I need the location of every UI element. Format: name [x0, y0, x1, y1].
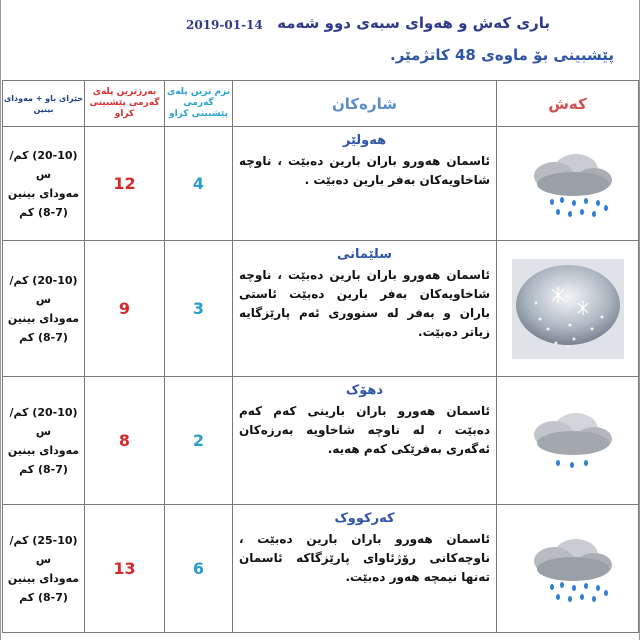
- forecast-description: ئاسمان هەورو باران بارین دەبێت ، ناوچەکانی رۆژئاوای پارێزگاکە ئاسمان تەنها نیمچە هەور دەبێت.: [239, 532, 490, 584]
- city-forecast: [233, 377, 497, 505]
- max-temp: 8: [85, 377, 165, 505]
- weather-icon-cell: [497, 241, 639, 377]
- weather-icon-cell: [497, 127, 639, 241]
- city-forecast: [233, 505, 497, 633]
- header-cities: شارەکان: [233, 81, 497, 127]
- rain-cloud-icon: [518, 146, 618, 222]
- min-temp: 3: [165, 241, 233, 377]
- weather-icon-cell: [497, 505, 639, 633]
- city-name: کەرکووک: [334, 511, 395, 526]
- max-temp: 13: [85, 505, 165, 633]
- max-temp: 12: [85, 127, 165, 241]
- min-temp: 4: [165, 127, 233, 241]
- table-row: [3, 127, 639, 241]
- city-name: هەولێر: [342, 133, 387, 148]
- page-title: [180, 14, 550, 40]
- wind-visibility: (20-10) کم/س مەودای بینین (8-7) کم: [3, 377, 85, 505]
- max-temp: 9: [85, 241, 165, 377]
- page-subtitle: پێشبینی بۆ ماوەی 48 کاتژمێر.: [390, 46, 614, 64]
- min-temp: 2: [165, 377, 233, 505]
- city-forecast: [233, 127, 497, 241]
- table-header-row: [3, 81, 639, 127]
- header-min-temp: نزم ترین پلەی گەرمی پێشبینی کراو: [165, 81, 233, 127]
- min-temp: 6: [165, 505, 233, 633]
- forecast-description: ئاسمان هەورو باران بارین دەبێت ، ناوچە شاخاویەکان بەفر بارین دەبێت ئاستی باران و بەفر لە سنووری ئەم پارێزگایە زیاتر دەبێت.: [239, 268, 490, 339]
- light-rain-cloud-icon: [518, 403, 618, 479]
- title-text: باری کەش و هەوای سبەی دوو شەمە: [277, 14, 550, 32]
- city-forecast: [233, 241, 497, 377]
- weather-icon-cell: [497, 377, 639, 505]
- wind-visibility: (20-10) کم/س مەودای بینین (8-7) کم: [3, 127, 85, 241]
- table-row: [3, 377, 639, 505]
- page-border-left: [0, 0, 1, 640]
- snow-storm-icon: [512, 259, 624, 359]
- forecast-description: ئاسمان هەورو باران بارین دەبێت ، ناوچە شاخاویەکان بەفر بارین دەبێت .: [239, 154, 490, 187]
- wind-visibility: (20-10) کم/س مەودای بینین (8-7) کم: [3, 241, 85, 377]
- table-row: [3, 505, 639, 633]
- header-max-temp: بەرزترین پلەی گەرمی پێشبینی کراو: [85, 81, 165, 127]
- table-row: [3, 241, 639, 377]
- rain-cloud-icon: [518, 521, 618, 617]
- wind-visibility: (25-10) کم/س مەودای بینین (8-7) کم: [3, 505, 85, 633]
- city-name: سلێمانی: [336, 247, 393, 262]
- forecast-table: [2, 80, 639, 633]
- forecast-description: ئاسمان هەورو باران بارینی کەم کەم دەبێت ، لە ناوچە شاخاویە بەرزەکان ئەگەری بەفرێکی کەم هەیە.: [239, 404, 490, 456]
- header-wind: خێرای باو + مەودای بینین: [3, 81, 85, 127]
- header-weather: کەش: [497, 81, 639, 127]
- city-name: دهۆک: [345, 383, 384, 398]
- forecast-date: 2019-01-14: [186, 18, 263, 32]
